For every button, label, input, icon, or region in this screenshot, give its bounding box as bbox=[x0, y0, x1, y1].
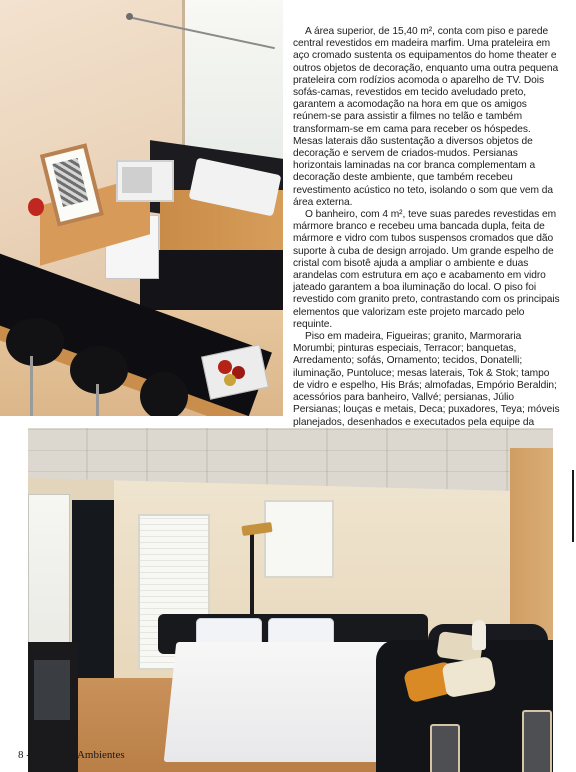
dark-panel bbox=[72, 500, 114, 690]
stool-leg bbox=[30, 356, 33, 416]
bar-stool bbox=[6, 318, 64, 366]
footer-separator: - bbox=[23, 749, 33, 761]
kitchen-photo bbox=[0, 0, 283, 416]
vase bbox=[472, 620, 486, 650]
microwave bbox=[116, 160, 174, 202]
bar-stool bbox=[140, 372, 188, 416]
paragraph-upper-area: A área superior, de 15,40 m², conta com piso e parede central revestidos em madeira marfim. Uma prateleira em aço cromado sustenta os equipamentos do home theater e outros objetos de decoração, enquanto uma outra pequena prateleira com rodízios acomoda o aparelho de TV. Dois sofás-camas, revestidos em tecido aveludado preto, garantem a acomodação na hora em que os amigos reúnem-se para assistir a filmes no telão e também transformam-se em cama para receber os hóspedes. Mesas laterais dão sustentação a diversos objetos de decoração e servem de criados-mudos. Persianas horizontais laminadas na cor branca complementam a decoração deste ambiente, que também recebeu revestimento acústico no teto, isolando o som que vem da área externa. bbox=[293, 26, 559, 208]
bar-stool bbox=[70, 346, 128, 394]
fruit bbox=[218, 360, 232, 374]
page-edge-mark bbox=[572, 470, 574, 542]
paragraph-bathroom: O banheiro, com 4 m², teve suas paredes revestidas em mármore branco e recebeu uma bancada dupla, feita de mármore e vidro com tubos suspensos cromados que dão suporte à cuba de design arrojado. Um grande espelho de cristal com bisotê ajuda a ampliar o ambiente e duas arandelas com estrutura em aço e acabamento em vidro jateado garantem a boa iluminação do local. O piso foi revestido com granito preto, contrastando com os principais elementos que valorizam este projeto marcado pelo requinte. bbox=[293, 209, 560, 330]
upper-window bbox=[264, 500, 334, 578]
page-number: 8 bbox=[18, 749, 24, 761]
fruit bbox=[224, 374, 236, 386]
ceiling-spotlight bbox=[126, 13, 133, 20]
glass-vase bbox=[430, 724, 460, 772]
glass-vase bbox=[522, 710, 552, 772]
red-flower bbox=[28, 198, 44, 216]
sofa-bed-mattress bbox=[164, 642, 405, 762]
article-text bbox=[293, 26, 561, 441]
stool-leg bbox=[96, 384, 99, 416]
page-footer bbox=[18, 749, 125, 761]
tv-screen bbox=[34, 660, 70, 720]
kitchen-window bbox=[182, 0, 283, 165]
bedroom-photo bbox=[28, 428, 553, 772]
magazine-name: Pequenos Ambientes bbox=[32, 749, 125, 761]
paragraph-suppliers: Piso em madeira, Figueiras; granito, Marmoraria Morumbi; pinturas especiais, Terracor; banquetas, Arredamento; sofás, Ornamento; tecidos, Donatelli; iluminação, Puntoluce; mesas laterais, Tok & Stok; tampo de vidro e espelho, His Brás; almofadas, Empório Beraldin; acessórios para banheiro, Vallvé; persianas, Júlio Persianas; louças e metais, Deca; puxadores, Teya; móveis planejados, desenhados e executados pela equipe da bbox=[293, 331, 560, 428]
